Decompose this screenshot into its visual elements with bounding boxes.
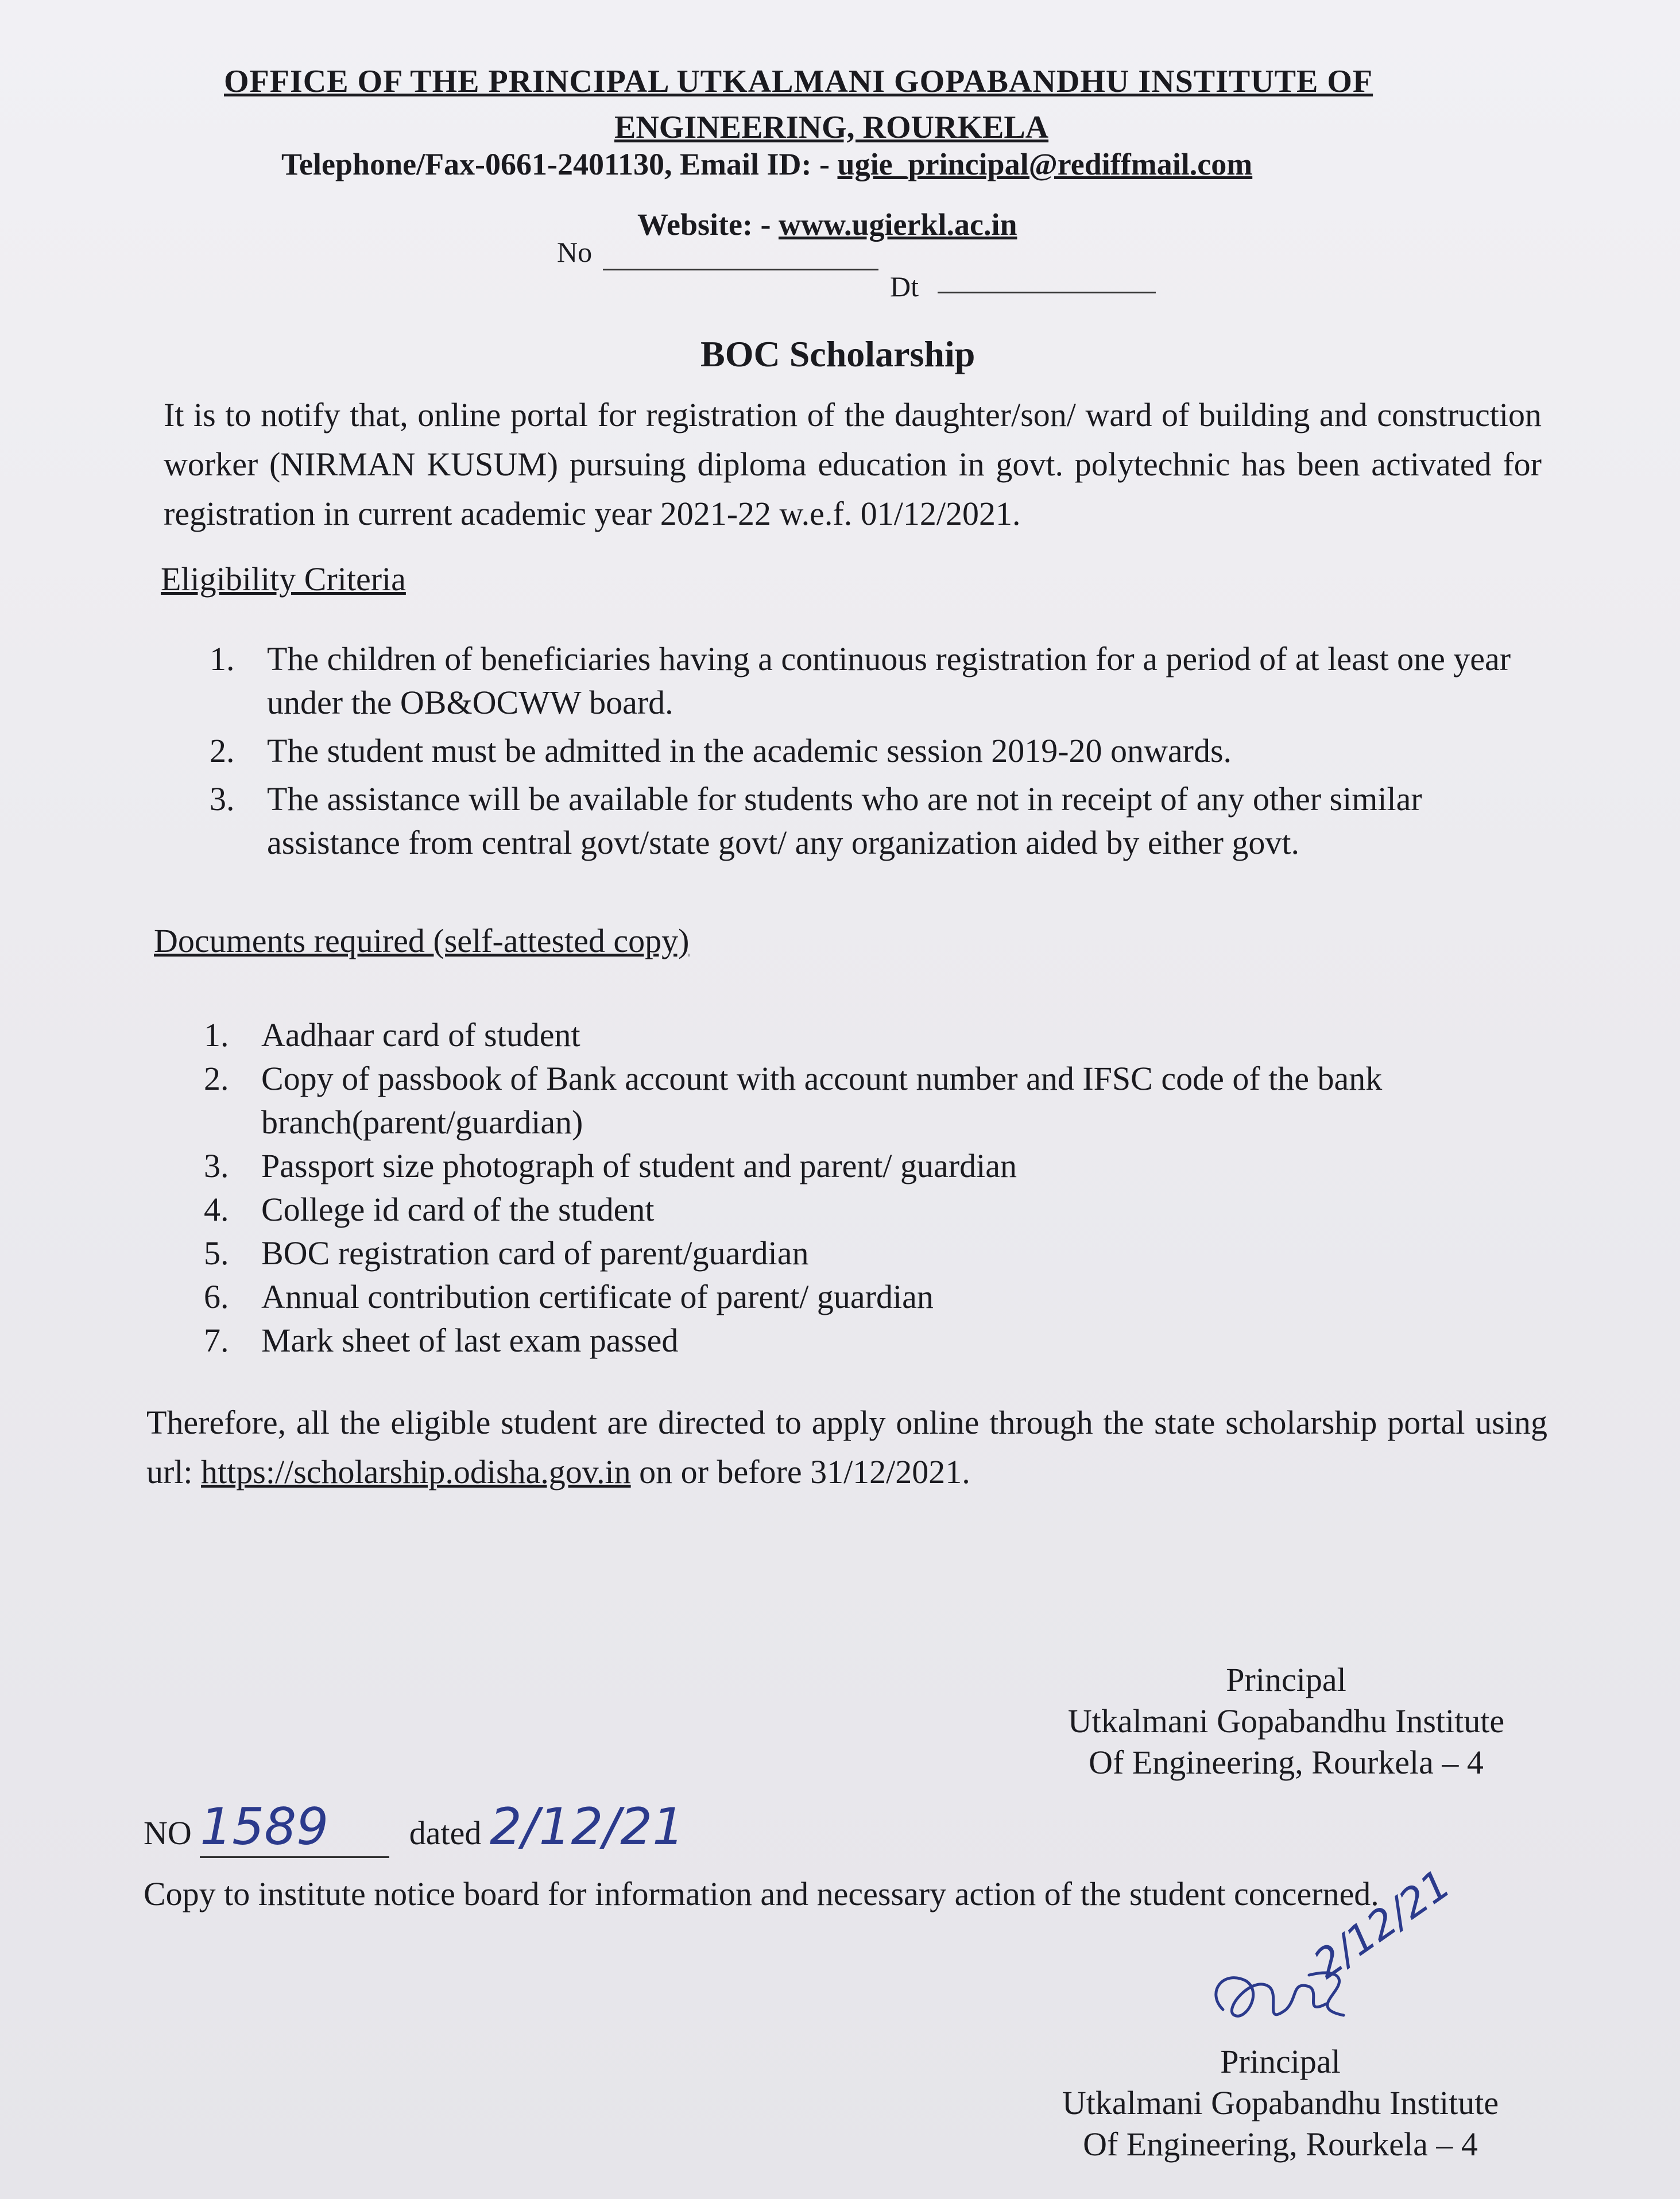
- list-item: [210, 729, 1553, 773]
- office-header-line2: ENGINEERING, ROURKELA: [614, 110, 1049, 145]
- website-link[interactable]: www.ugierkl.ac.in: [778, 207, 1017, 242]
- item-number: 1.: [210, 640, 235, 677]
- office-header-line1: OFFICE OF THE PRINCIPAL UTKALMANI GOPABANDHU INSTITUTE OF: [224, 64, 1373, 99]
- phone-text: Telephone/Fax-0661-2401130, Email ID: -: [281, 147, 830, 181]
- email-link[interactable]: ugie_principal@rediffmail.com: [837, 147, 1253, 181]
- intro-paragraph: It is to notify that, online portal for registration of the daughter/son/ ward of building and construction worker (NIRMAN KUSUM) pursuing diploma education in govt. polytechnic has been activated for registration in current academic year 2021-22 w.e.f. 01/12/2021.: [164, 396, 1542, 532]
- list-item: [204, 1057, 1547, 1144]
- item-text: The assistance will be available for students who are not in receipt of any other similar assistance from central govt/state govt/ any organization aided by either govt.: [267, 780, 1422, 861]
- eligibility-list: [210, 637, 1553, 865]
- item-text: Mark sheet of last exam passed: [261, 1322, 679, 1359]
- documents-list: [204, 1013, 1547, 1362]
- dt-label: Dt: [890, 270, 919, 303]
- copy-no-label: NO: [144, 1814, 192, 1852]
- signatory-title: Principal: [1226, 1661, 1346, 1698]
- item-text: The children of beneficiaries having a continuous registration for a period of at least one year under the OB&OCWW board.: [267, 640, 1511, 721]
- signature-date-handwritten: 2/12/21: [1304, 1860, 1460, 1988]
- signatory-location: Of Engineering, Rourkela – 4: [1083, 2126, 1478, 2163]
- item-text: BOC registration card of parent/guardian: [261, 1234, 809, 1272]
- item-text: The student must be admitted in the academic session 2019-20 onwards.: [267, 732, 1232, 769]
- website-line: [637, 207, 1017, 242]
- reference-date: [890, 270, 1156, 303]
- signatory-institute: Utkalmani Gopabandhu Institute: [1062, 2084, 1499, 2121]
- item-number: 6.: [204, 1278, 229, 1315]
- dt-blank: [938, 286, 1156, 293]
- signatory-institute: Utkalmani Gopabandhu Institute: [1067, 1702, 1505, 1740]
- list-item: [204, 1319, 1547, 1362]
- item-number: 4.: [204, 1191, 229, 1228]
- no-label: No: [557, 236, 593, 268]
- copy-reference: [144, 1797, 684, 1858]
- list-item: [204, 1275, 1547, 1319]
- copy-dated-label: dated: [409, 1814, 482, 1852]
- signatory-title: Principal: [1220, 2043, 1341, 2080]
- item-number: 2.: [204, 1060, 229, 1097]
- eligibility-heading: Eligibility Criteria: [161, 560, 406, 598]
- item-text: Copy of passbook of Bank account with account number and IFSC code of the bank branch(parent/guardian): [261, 1060, 1383, 1141]
- list-item: [204, 1144, 1547, 1188]
- notice-title: BOC Scholarship: [700, 334, 976, 374]
- list-item: [204, 1013, 1547, 1057]
- copy-dated-handwritten: 2/12/21: [489, 1797, 685, 1856]
- item-number: 5.: [204, 1234, 229, 1272]
- documents-heading: Documents required (self-attested copy): [154, 922, 690, 959]
- scholarship-url-link[interactable]: https://scholarship.odisha.gov.in: [201, 1453, 631, 1490]
- copy-instruction: Copy to institute notice board for information and necessary action of the student concerned.: [144, 1875, 1379, 1912]
- list-item: [204, 1232, 1547, 1275]
- item-number: 7.: [204, 1322, 229, 1359]
- item-text: College id card of the student: [261, 1191, 655, 1228]
- item-text: Aadhaar card of student: [261, 1016, 580, 1054]
- copy-no-handwritten: 1589: [200, 1797, 389, 1858]
- list-item: [210, 637, 1553, 725]
- website-label: Website: -: [637, 207, 771, 242]
- reference-no: [557, 235, 592, 269]
- item-number: 3.: [210, 780, 235, 818]
- closing-text: Therefore, all the eligible student are directed to apply online through the state scholarship portal using url:: [146, 1404, 1547, 1490]
- contact-line: [281, 146, 1252, 182]
- item-number: 3.: [204, 1147, 229, 1184]
- signature-block-1: [1028, 1659, 1544, 1783]
- no-blank: [603, 261, 878, 272]
- item-text: Annual contribution certificate of parent/ guardian: [261, 1278, 934, 1315]
- item-number: 1.: [204, 1016, 229, 1054]
- signatory-location: Of Engineering, Rourkela – 4: [1089, 1744, 1484, 1781]
- signature-block-2: [1022, 2041, 1539, 2165]
- item-number: 2.: [210, 732, 235, 769]
- list-item: [204, 1188, 1547, 1232]
- closing-paragraph: [146, 1398, 1547, 1497]
- closing-suffix: on or before 31/12/2021.: [639, 1453, 970, 1490]
- item-text: Passport size photograph of student and parent/ guardian: [261, 1147, 1017, 1184]
- list-item: [210, 777, 1553, 865]
